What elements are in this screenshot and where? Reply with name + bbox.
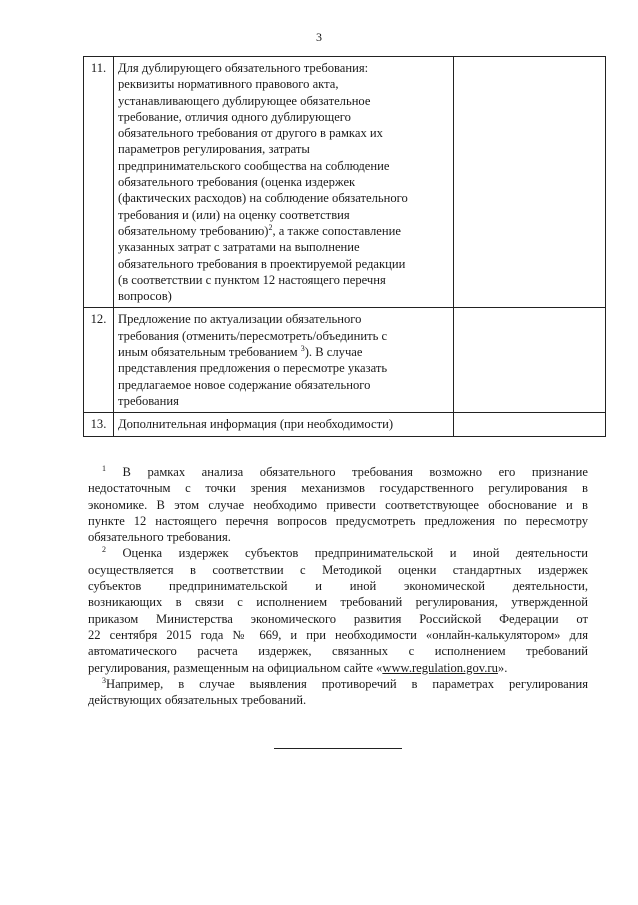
row-text-segment: обязательному требованию) xyxy=(118,223,269,238)
footnote-line: обязательного требования. xyxy=(88,530,231,545)
footnote-line: недостаточным с точки зрения механизмов государственного регулирования в xyxy=(88,481,588,496)
row-text-line: параметров регулирования, затраты xyxy=(118,142,310,157)
row-text-line: требования xyxy=(118,393,179,408)
row-answer-cell xyxy=(454,413,606,436)
footnotes xyxy=(88,464,588,708)
footnote-1 xyxy=(88,464,588,545)
row-text-line: обязательного требования в проектируемой редакции xyxy=(118,256,406,271)
footnote-line xyxy=(88,676,588,692)
footnote-line: субъектов предпринимательской и иной экономической деятельности, xyxy=(88,579,588,594)
row-text-line: (в соответствии с пунктом 12 настоящего перечня xyxy=(118,272,386,287)
footnote-line xyxy=(88,464,588,480)
footnote-mark: 2 xyxy=(102,545,106,555)
row-text-line: Для дублирующего обязательного требования: xyxy=(118,61,369,75)
row-text-line: представления предложения о пересмотре указать xyxy=(118,361,388,376)
footnote-text: регулирования, размещенным на официальном сайте « xyxy=(88,660,383,675)
footnote-text: В рамках анализа обязательного требования возможно его признание xyxy=(122,465,588,479)
footnote-line: 22 сентября 2015 года № 669, и при необходимости «онлайн-калькулятором» для xyxy=(88,627,588,642)
footnote-ref: 2 xyxy=(268,222,273,232)
footnote-mark: 3 xyxy=(102,675,106,685)
footnote-text: Оценка издержек субъектов предпринимательской и иной деятельности xyxy=(122,546,588,561)
row-text-line: Дополнительная информация (при необходимости) xyxy=(118,417,394,432)
row-answer-cell xyxy=(454,57,606,308)
row-text-line: устанавливающего дублирующее обязательное xyxy=(118,93,371,108)
footnote-line: осуществляется в соответствии с Методикой оценки стандартных издержек xyxy=(88,562,588,577)
footnote-line xyxy=(88,545,588,561)
row-text-line: требования (отменить/пересмотреть/объединить с xyxy=(118,328,388,343)
row-text-line xyxy=(118,344,449,360)
row-text-segment: ). В случае xyxy=(304,345,363,360)
footnote-3 xyxy=(88,676,588,709)
row-text-segment: иным обязательным требованием xyxy=(118,345,301,360)
row-text-line xyxy=(118,223,449,239)
row-text-line: требования и (или) на оценку соответствия xyxy=(118,207,350,222)
row-text-line: обязательного требования от другого в рамках их xyxy=(118,126,383,141)
footnote-text: Например, в случае выявления противоречий в параметрах регулирования xyxy=(106,676,588,691)
footnote-text: ». xyxy=(497,660,508,675)
row-number: 11. xyxy=(84,57,114,308)
table-row xyxy=(84,57,606,308)
row-text-line: указанных затрат с затратами на выполнение xyxy=(118,240,360,255)
row-text-line: требование, отличия одного дублирующего xyxy=(118,109,351,124)
row-text xyxy=(114,57,454,308)
row-text-line: обязательного требования (оценка издержек xyxy=(118,175,356,190)
row-number: 12. xyxy=(84,308,114,413)
end-of-document-rule xyxy=(274,748,402,749)
footnote-ref: 3 xyxy=(300,343,305,353)
footnote-line: пункте 12 настоящего перечня вопросов предусмотреть предложения по пересмотру xyxy=(88,513,588,528)
table-row xyxy=(84,413,606,436)
row-text-line: предпринимательского сообщества на соблюдение xyxy=(118,158,390,173)
row-text-line: реквизиты нормативного правового акта, xyxy=(118,77,339,92)
row-text-segment: , а также сопоставление xyxy=(272,223,401,238)
footnote-line: возникающих в связи с исполнением требований регулирования, утвержденной xyxy=(88,595,588,610)
row-text xyxy=(114,308,454,413)
requirements-table xyxy=(83,56,606,437)
row-text-line: вопросов) xyxy=(118,289,172,304)
footnote-line: действующих обязательных требований. xyxy=(88,693,307,708)
footnote-line: приказом Министерства экономического развития Российской Федерации от xyxy=(88,611,588,626)
row-answer-cell xyxy=(454,308,606,413)
row-text xyxy=(114,413,454,436)
table-row xyxy=(84,308,606,413)
footnote-mark: 1 xyxy=(102,463,106,473)
footnote-line xyxy=(88,660,588,676)
footnote-2 xyxy=(88,545,588,675)
row-number: 13. xyxy=(84,413,114,436)
row-text-line: (фактических расходов) на соблюдение обязательного xyxy=(118,191,408,206)
row-text-line: предлагаемое новое содержание обязательного xyxy=(118,377,371,392)
footnote-line: автоматического расчета издержек, связанных с исполнением требований xyxy=(88,644,588,659)
page-number: 3 xyxy=(316,30,322,44)
row-text-line: Предложение по актуализации обязательного xyxy=(118,312,362,327)
regulation-site-link[interactable]: www.regulation.gov.ru xyxy=(382,660,498,675)
footnote-line: экономике. В этом случае необходимо привести соответствующее обоснование и в xyxy=(88,497,588,512)
